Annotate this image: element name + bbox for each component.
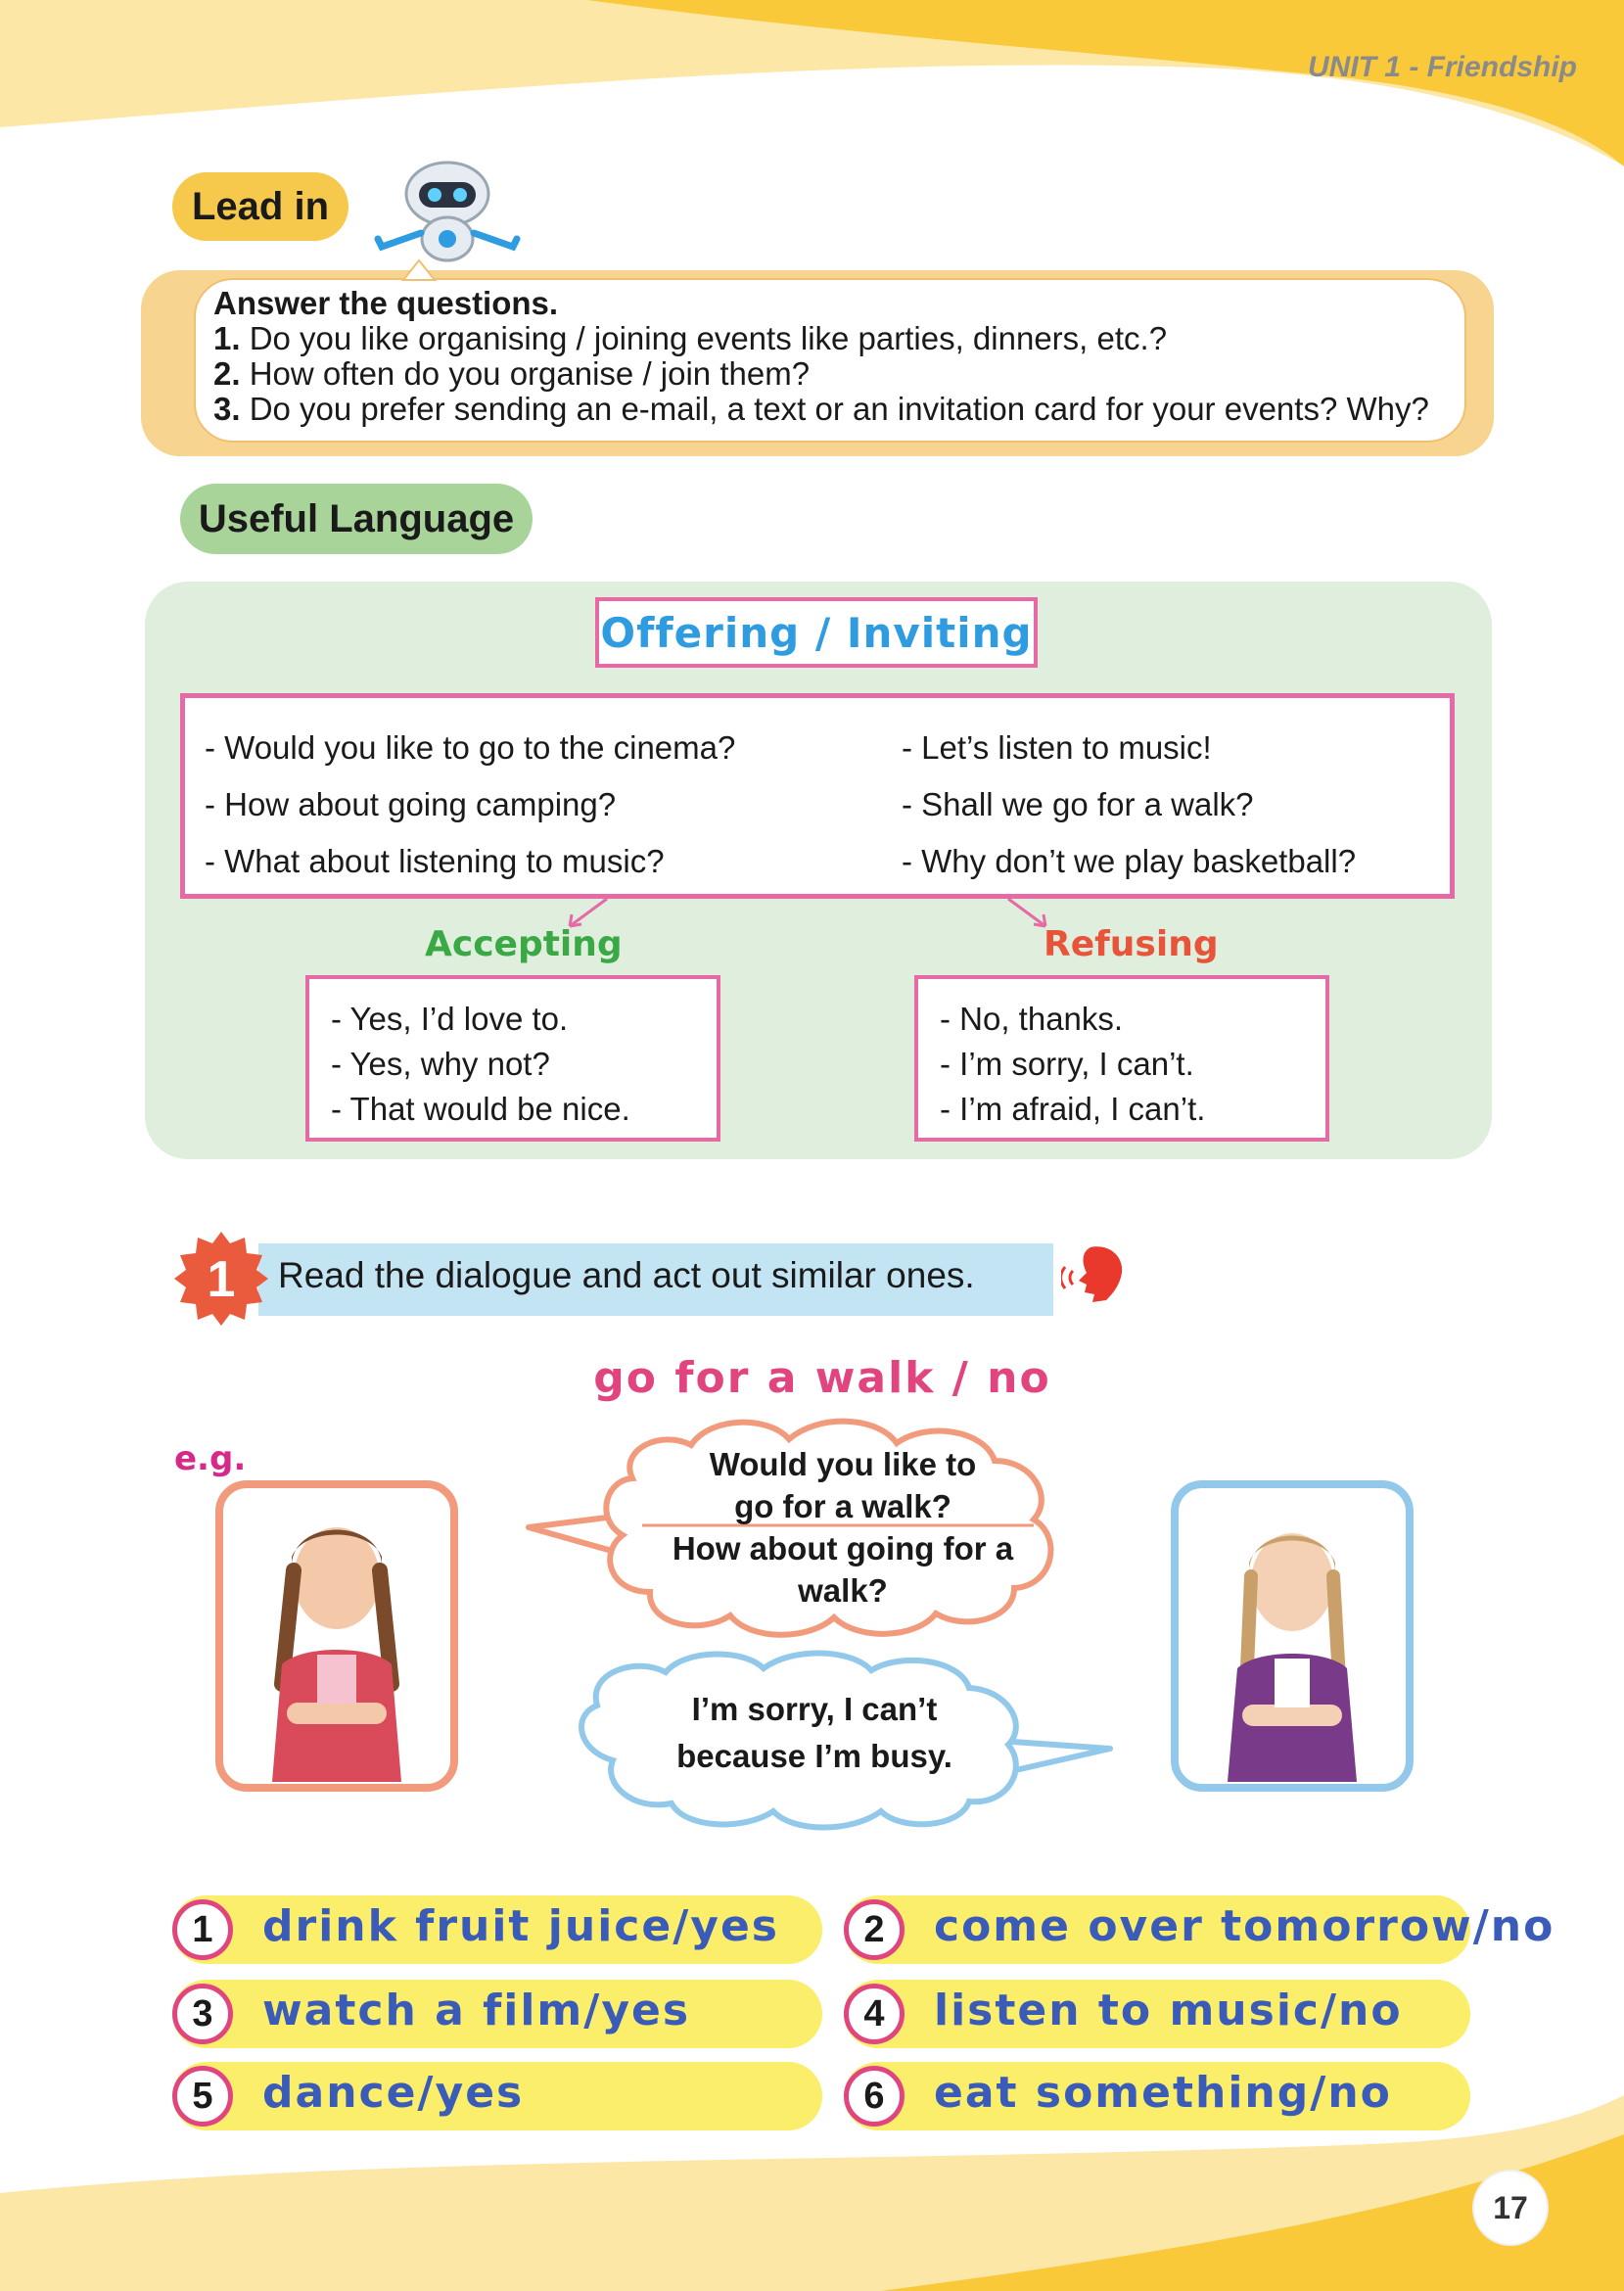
phrase: - How about going camping? <box>205 786 617 822</box>
phrase: - Yes, I’d love to. <box>331 1001 569 1037</box>
bubble-1-text <box>623 1443 1063 1612</box>
girl-illustration-right <box>1179 1488 1406 1784</box>
task-label: watch a film/yes <box>262 1986 691 2035</box>
girl-photo-right <box>1171 1480 1414 1792</box>
offering-left-column <box>205 720 735 890</box>
refusing-title: Refusing <box>1044 924 1219 964</box>
girl-photo-left <box>215 1480 458 1792</box>
offering-inviting-title: Offering / Inviting <box>595 597 1038 668</box>
offering-right-column <box>902 720 1356 890</box>
accepting-title: Accepting <box>425 924 623 964</box>
robot-mascot-icon <box>364 157 531 266</box>
girl-illustration-left <box>223 1488 450 1784</box>
speaking-head-icon <box>1061 1241 1130 1308</box>
eg-label: e.g. <box>174 1439 247 1478</box>
bubble-line: go for a walk? <box>734 1488 951 1524</box>
bubble-2-text <box>599 1686 1030 1780</box>
unit-label: UNIT 1 - Friendship <box>1307 51 1577 83</box>
useful-language-title: Useful Language <box>180 484 533 554</box>
task-number: 2 <box>844 1899 905 1960</box>
task-label: dance/yes <box>262 2068 525 2118</box>
starburst-badge-icon <box>172 1230 270 1328</box>
bubble-line: How about going for a <box>672 1530 1014 1566</box>
phrase: - Let’s listen to music! <box>902 729 1212 766</box>
question-3: 3. Do you prefer sending an e-mail, a text or an invitation card for your events? Why? <box>213 391 1429 427</box>
task-number: 1 <box>172 1899 233 1960</box>
activity-instruction: Read the dialogue and act out similar ones. <box>278 1255 975 1295</box>
accepting-box <box>305 975 720 1142</box>
task-label: come over tomorrow/no <box>934 1901 1555 1951</box>
arrows <box>548 895 1077 934</box>
task-label: listen to music/no <box>934 1986 1403 2035</box>
phrase: - Why don’t we play basketball? <box>902 843 1357 879</box>
task-number: 4 <box>844 1984 905 2044</box>
bubble-line: walk? <box>798 1572 888 1609</box>
phrase: - What about listening to music? <box>205 843 665 879</box>
phrase: - Yes, why not? <box>331 1046 550 1082</box>
lead-in-title: Lead in <box>172 172 348 241</box>
task-label: drink fruit juice/yes <box>262 1901 779 1951</box>
task-label: eat something/no <box>934 2068 1392 2118</box>
bubble-line: I’m sorry, I can’t <box>691 1691 938 1727</box>
phrase: - Shall we go for a walk? <box>902 786 1254 822</box>
phrase: - I’m afraid, I can’t. <box>940 1091 1206 1127</box>
question-2: 2. How often do you organise / join them? <box>213 355 811 392</box>
phrase: - I’m sorry, I can’t. <box>940 1046 1194 1082</box>
example-prompt: go for a walk / no <box>593 1353 1051 1403</box>
speech-pointer <box>399 257 439 282</box>
activity-number: 1 <box>207 1251 236 1308</box>
lead-in-questions <box>213 286 1429 427</box>
task-number: 6 <box>844 2066 905 2127</box>
task-number: 3 <box>172 1984 233 2044</box>
phrase: - Would you like to go to the cinema? <box>205 729 736 766</box>
phrase: - No, thanks. <box>940 1001 1124 1037</box>
offering-phrases-box <box>180 693 1455 899</box>
bubble-line: Would you like to <box>709 1446 977 1482</box>
refusing-box <box>914 975 1329 1142</box>
question-1: 1. Do you like organising / joining events like parties, dinners, etc.? <box>213 320 1168 356</box>
task-number: 5 <box>172 2066 233 2127</box>
lead-in-instruction: Answer the questions. <box>213 285 559 321</box>
phrase: - That would be nice. <box>331 1091 630 1127</box>
page-number: 17 <box>1474 2172 1547 2244</box>
bubble-line: because I’m busy. <box>676 1738 952 1774</box>
